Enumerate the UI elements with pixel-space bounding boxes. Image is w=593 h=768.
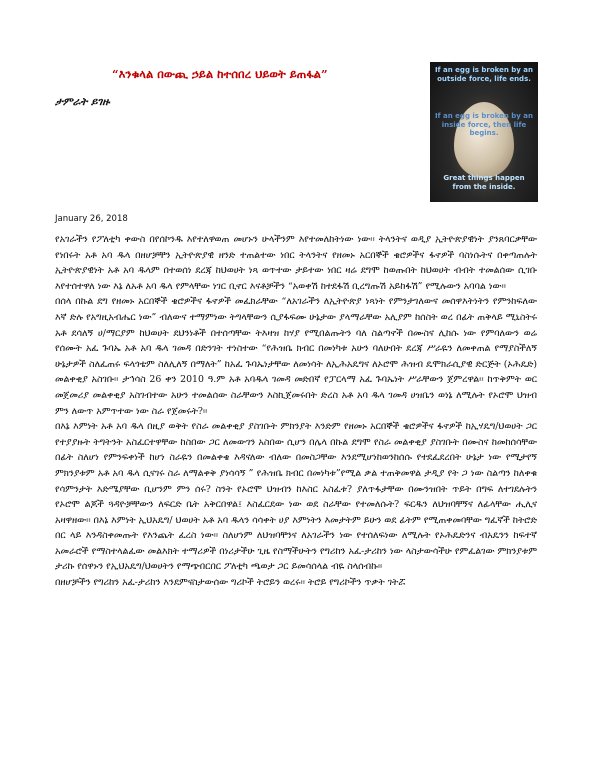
article-date: January 26, 2018	[55, 214, 128, 224]
article-title: “እንቁላል በውጪ ኃይል ከተሰበረ ህይወት ይጠፋል”	[112, 67, 328, 81]
paragraph: በሰላ በኩል ደግ የዘመኑ አርበኞች ቄሮዎችና ፋኖዎች መፈክራቸው “ለአገራችን ለኢትዮጵያ ነጻነት የምንታገለውና መሰዋእትነትን የምንከፍለው እኛ ድሉ የአግዚአብሔር ነው” ብለውና ተማምነው ትግላቸውን ሲያፋፍሙ ሁኔታው ያላማራቸው አሊያም ከሰስት ወረ በፊት ጠቅላይ ሚኒስትሩ አቶ ደሳለኝ ሀ/ማርያም ከህወሀት ደህንነቶች በተሰጣቸው ትእዛዝ ከሃያ የሚበልጡትን ባለ ስልጣኖች በሙስና ሊከሱ ነው የምባለውን ወሬ የሰሙት አፈ ጉባኤ አቶ አባ ዱላ ገመዳ በድንገት ተነስተው “የሕዝቤ ክብር በመነካቱ አሁን ባለሁበት ደረጃ ሥራዬን ለመቀጠል የማያስችለኝ ሁኔታዎች ስለፈጠሩ ፍላጎቴም ስለሊለኝ በማለት” ከአፈ ጉባኤነታቸው ለመነሳት ለኢሕአዴግና ለኦሮሞ ሕዝብ ዴሞክራሲያዊ ድርጅት (ኦሕዴድ) መልቀቂያ አስገቡ፡፡ ታኅሳስ 26 ቀን 2010 ዓ.ም አቶ አባዱላ ገመዳ መድበኛ የፓርላማ አፈ ጉባኤነት ሥራቸውን ጀምረዋል፡፡ ከጥቅምት ወር መጀመሪያ መልቀቂያ አስገብተው አሁን ተመልሰው ስራቸውን እስኪጀመሩበት ድረስ አቶ አባ ዱላ ገመዳ ሀዝቤን ወነኔ ለሚሉት የኦሮሞ ህዝብ ምን ለውጥ አምጥተው ነው ስራ የጀመሩት?፡፡	[55, 296, 537, 417]
paragraph: በእኔ እምነት አቶ አባ ዱላ በዚያ ወቅት የስራ መልቀቂያ ያስገቡት ምክንያት እንድም የዘመኑ አርበኞች ቄሮዎችና ፋኖዎች ከኢሃዴግ/ህወሀት ጋር የተያያዙት ትግትንት አስፈርተዋቸው ከስበው ጋር ለመውገን አስበው ሲሆን በሌላ በኩል ደግሞ የስራ መልቀቂያ ያስገቡት በሙስና ከመከሰሳቸው በፊት ስለሆነ የምንፍቀነች ከሆነ ስራዬን በመልቀቄ እዳናለው ብለው በመስጋቸው እንደሚሆነከወንከሰሱ የተደፈደረበት ሁኔታ ነው የሚታየኝ ምክንያቱም አቶ አባ ዱላ ሲናገሩ ስራ ለማልቀቅ ያነሳሳኝ ” የሕዝቤ ክብር በመነካቱ”የሚል ቃል ተጠቅመዋል ታዲያ የት ጋ ነው ስልጣን ከለቀቁ የሳምንታት እድሜያቸው ቢሆንም ምን ሰሩ? ስንት የኦሮሞ ህዝብን ከእስር አስፈቱ? ያለጥፋታቸው በሙንዝበት ጥይት በግፍ ለተገደሉትን የኦሮሞ ልጆች ጓዳዮቻቸውን ለፍርድ ቤት አቅርበዋል፤ እስፈርደው ነው ወደ ስራቸው የተመለሱት? ፍርዱን ለህዝባቸኝና ለፊላቸው ሒሊና አዛዋዘው፡፡ በእኔ እምነት ኢህአዴግ/ ህወሀት አቶ አባ ዱላን ሳሳቀት ሀያ እምነትን እመታትም ይሁን ወደ ፊትም የሚጠቀመባቸው ግፈኛች ከትሮድ በር ላይ እንዳስቀመጡት የእንጨት ፈረስ ነው፡፡ ስለሆነም ለህዝባቸንና ለአገራችን ነው የተሰለፍነው ለሚሉት የኦሕዴድንና ብአዴንን ከፍተኛ አመራሮች የማስተላልፈው መልእክት ተማሪዎች በነሪታችሁ ጊዜ የስማችሁትን የግሪከን አፈ-ታሪከን ነው ላስታውሳችሁ የምፈልገው ምክንያቱም ታሪኩ የሰዋኑን የኢህአዴግ/ህወሀትን የማጭበርበር ፖለቲካ ጫወታ ጋር ይመሳሰላል ብዬ ስላሰብኩ፡፡	[55, 421, 537, 573]
egg-text-outside-force: If an egg is broken by an outside force, life ends.	[434, 66, 534, 83]
egg-text-inside-force: If an egg is broken by an inside force, then life begins.	[434, 112, 534, 137]
egg-illustration	[430, 62, 538, 202]
article-author: ታምራት ይገዙ	[55, 96, 110, 108]
egg-text-great-things: Great things happen from the inside.	[443, 174, 525, 191]
paragraph: በዘሆቻችን የግሪከን አፈ-ታሪከን እንደምናስታውሰው ግሪኮች ትሮይን ወረሩ፡፡ ትሮይ የግሪኮችን ጥቃት ገትሯ	[55, 577, 406, 589]
paragraph: የአገራችን የፖለቲካ ቀውስ በየሰኮንዱ እየተለዋወጠ መሆኑን ሁላችንም እየተመለከትነው ነው፡፡ ትላንትና ወዲያ ኢትዮጵያዊነት ያንጸባርቃቸው የነበሩት አቶ አባ ዱላ በዘሆቻቸን ኢትዮጵያዊ ዘንድ ተጠልተው ነበር ትላንትና የዘመኑ አርበኞች ቄሮዎችና ፋኖዎች ባስነሱትና በቀጣጠሉት ኢትዮጵያዊነት አቶ አባ ዱላም በተወሰነ ደረጃ ከህወሀት ነጻ ወጥተው ታይተው ነበር ዛሬ ደግሞ ከወጡበት ከህወሀት ብብት ተመልሰው ሲገቡ እየተሰተዋለ ነው እኔ ለአቶ አባ ዱላ የምላቸው ነገር ቢኖር እናቶቻችን “አወቀሽ ከተደፋሽ ቢረግጡሽ አይከፋሽ” የሚሉውን አባባል ነው፡፡	[55, 234, 537, 292]
article-body	[55, 232, 537, 762]
